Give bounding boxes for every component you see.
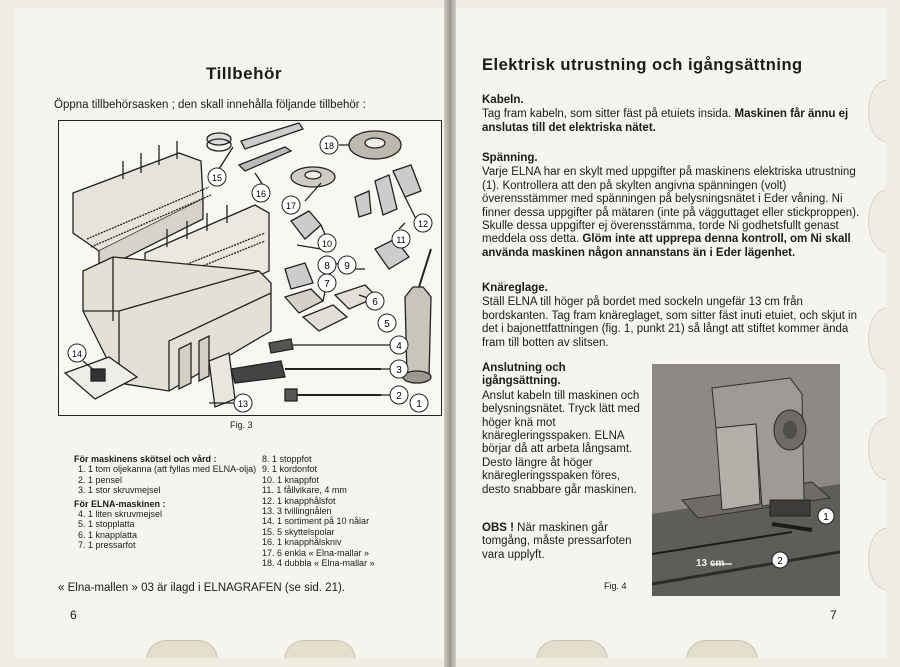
- list-item: 14. 1 sortiment på 10 nålar: [262, 516, 370, 527]
- page-tab: [536, 640, 608, 658]
- section-heading: Anslutning och igångsättning.: [482, 362, 566, 388]
- callout-17: 17: [285, 201, 297, 211]
- photo-callout-1: 1: [823, 512, 829, 523]
- callout-12: 12: [417, 219, 429, 229]
- page-tab: [284, 640, 356, 658]
- section-heading: Kabeln.: [482, 94, 524, 106]
- callout-14: 14: [71, 349, 83, 359]
- callout-1: 1: [416, 399, 422, 410]
- section-heading: Knäreglage.: [482, 282, 548, 294]
- accessory-list-col1: [74, 454, 258, 551]
- page-tab: [686, 640, 758, 658]
- elna-mall-note: « Elna-mallen » 03 är ilagd i ELNAGRAFEN (se sid. 21).: [58, 582, 345, 594]
- page-number: 7: [830, 608, 837, 622]
- callout-13: 13: [237, 399, 249, 409]
- list-item: 17. 6 enkla « Elna-mallar »: [262, 547, 370, 558]
- section-text: Anslut kabeln till maskinen och belysningsnätet. Tryck lätt med höger knä mot knäregleringsspaken. ELNA börjar då att arbeta långsamt. Desto längre åt höger knäregleringsspaken föres, desto snabbare går maskinen.: [482, 389, 640, 496]
- list-item: 12. 1 knapphålsfot: [262, 495, 336, 506]
- right-page: [456, 8, 886, 658]
- section-bold-text: Glöm inte att upprepa denna kontroll, om Ni skall använda maskinen någon annanstans än i Eder lägenhet.: [482, 233, 851, 259]
- section-bold-text: Maskinen får ännu ej anslutas till det elektriska nätet.: [482, 108, 849, 134]
- list-item: 9. 1 kordonfot: [262, 464, 318, 475]
- section-anslutning: [482, 362, 644, 497]
- accessory-list-col2: [262, 454, 432, 568]
- section-heading: Spänning.: [482, 152, 538, 164]
- callout-16: 16: [255, 189, 267, 199]
- list-heading: För maskinens skötsel och vård :: [74, 454, 217, 464]
- list-item: 7. 1 pressarfot: [78, 540, 136, 551]
- page-notch: [868, 80, 886, 142]
- callout-2: 2: [396, 391, 402, 402]
- section-knaereglage: [482, 282, 866, 350]
- photo-callout-2: 2: [777, 556, 783, 567]
- callout-3: 3: [396, 365, 402, 376]
- distance-label: 13 cm: [696, 558, 725, 569]
- callout-10: 10: [321, 239, 333, 249]
- figure-caption: Fig. 3: [230, 420, 253, 430]
- page-notch: [868, 528, 886, 590]
- list-heading: För ELNA-maskinen :: [74, 498, 166, 509]
- accessories-illustration: [59, 121, 441, 415]
- left-page: [14, 8, 444, 658]
- list-item: 10. 1 knappfot: [262, 474, 320, 485]
- section-text: Varje ELNA har en skylt med uppgifter på maskinens elektriska utrustning (1). Kontrollera att den på skylten angivna spänningen (volt) överensstämmer med spänningen på belysningsnätet i Eder våning. Ni finner dessa uppgifter på mätaren (inte på vägguttaget eller stickproppen). Skulle dessa uppgifter ej överensstämma, torde Ni godhetsfullt genast meddela oss detta.: [482, 166, 860, 246]
- list-item: 8. 1 stoppfot: [262, 454, 312, 464]
- section-kabeln: [482, 94, 866, 135]
- list-item: 15. 5 skyttelspolar: [262, 526, 335, 537]
- accessories-figure: [58, 120, 442, 416]
- machine-photo: [652, 364, 840, 596]
- callout-15: 15: [211, 173, 223, 183]
- sewing-machine-illustration: [652, 364, 840, 596]
- list-item: 11. 1 fållvikare, 4 mm: [262, 485, 347, 496]
- page-title: Elektrisk utrustning och igångsättning: [482, 56, 803, 74]
- callout-11: 11: [396, 235, 406, 245]
- page-number: 6: [70, 608, 77, 622]
- page-title: Tillbehör: [206, 64, 282, 83]
- intro-text: Öppna tillbehörsasken ; den skall innehålla följande tillbehör :: [54, 99, 366, 111]
- list-item: 13. 3 tvillingnålen: [262, 506, 332, 517]
- callout-8: 8: [324, 261, 330, 272]
- list-item: 4. 1 liten skruvmejsel: [78, 509, 163, 520]
- callout-5: 5: [384, 319, 390, 330]
- page-tab: [146, 640, 218, 658]
- page-notch: [868, 190, 886, 252]
- list-item: 16. 1 knapphålskniv: [262, 537, 342, 548]
- callout-7: 7: [324, 279, 330, 290]
- obs-label: OBS !: [482, 522, 514, 534]
- list-item: 2. 1 pensel: [78, 474, 123, 485]
- section-text: Ställ ELNA till höger på bordet med sockeln ungefär 13 cm från bordskanten. Tag fram knäreglaget, som sitter fäst inuti etuiet, och skjut in det i bajonettfattningen (fig. 1, punkt 21) så långt att stiftet kommer ända fram till botten av slitsen.: [482, 296, 858, 349]
- list-item: 6. 1 knapplatta: [78, 529, 138, 540]
- list-item: 3. 1 stor skruvmejsel: [78, 485, 161, 496]
- section-spanning: [482, 152, 866, 260]
- section-obs: [482, 522, 644, 562]
- list-item: 18. 4 dubbla « Elna-mallar »: [262, 558, 375, 569]
- callout-9: 9: [344, 261, 350, 272]
- section-text: När maskinen går tomgång, måste pressarfoten vara upplyft.: [482, 522, 632, 561]
- list-item: 5. 1 stopplatta: [78, 519, 135, 530]
- book-gutter: [444, 0, 456, 667]
- figure-caption: Fig. 4: [604, 581, 627, 591]
- callout-6: 6: [372, 297, 378, 308]
- callout-18: 18: [323, 141, 335, 151]
- page-notch: [868, 308, 886, 370]
- section-text: Tag fram kabeln, som sitter fäst på etuiets insida.: [482, 108, 735, 121]
- page-notch: [868, 418, 886, 480]
- list-item: 1. 1 tom oljekanna (att fyllas med ELNA-olja): [78, 464, 257, 475]
- callout-4: 4: [396, 341, 402, 352]
